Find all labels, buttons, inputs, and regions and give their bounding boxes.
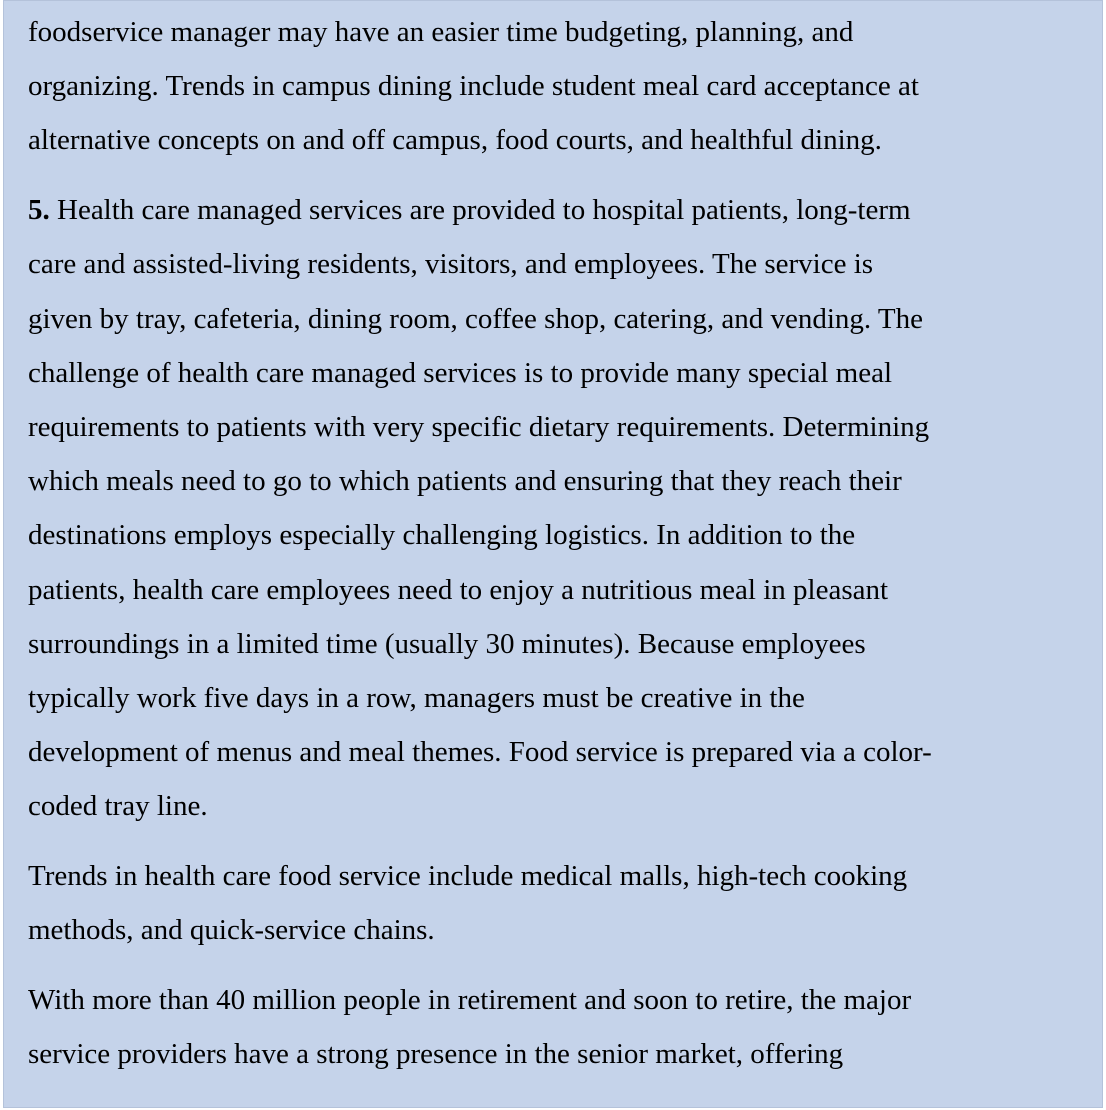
- text-line: care and assisted-living residents, visitors, and employees. The service is: [28, 248, 874, 281]
- text-line: alternative concepts on and off campus, food courts, and healthful dining.: [28, 124, 882, 157]
- text-line: With more than 40 million people in retirement and soon to retire, the major: [28, 983, 912, 1016]
- paragraph-campus-trends: [28, 5, 1058, 168]
- text-line: methods, and quick-service chains.: [28, 914, 435, 947]
- paragraph-health-care-services: [28, 183, 1058, 833]
- text-panel: [3, 0, 1103, 1108]
- text-line: service providers have a strong presence in the senior market, offering: [28, 1038, 844, 1071]
- text-line: given by tray, cafeteria, dining room, coffee shop, catering, and vending. The: [28, 302, 923, 335]
- paragraph-senior-market: [28, 973, 1058, 1081]
- text-line: which meals need to go to which patients and ensuring that they reach their: [28, 465, 902, 498]
- text-line: Health care managed services are provided to hospital patients, long-term: [49, 194, 911, 227]
- text-line: requirements to patients with very specific dietary requirements. Determining: [28, 410, 930, 443]
- text-line: Trends in health care food service include medical malls, high-tech cooking: [28, 860, 908, 893]
- text-line: development of menus and meal themes. Food service is prepared via a color-: [28, 736, 932, 769]
- text-line: foodservice manager may have an easier time budgeting, planning, and: [28, 16, 854, 48]
- text-line: challenge of health care managed services is to provide many special meal: [28, 356, 892, 389]
- paragraph-number: 5.: [28, 194, 50, 227]
- text-line: surroundings in a limited time (usually 30 minutes). Because employees: [28, 627, 866, 660]
- text-line: patients, health care employees need to enjoy a nutritious meal in pleasant: [28, 573, 889, 606]
- text-line: organizing. Trends in campus dining include student meal card acceptance at: [28, 70, 919, 103]
- text-block: [28, 5, 1058, 1097]
- text-line: destinations employs especially challenging logistics. In addition to the: [28, 519, 856, 552]
- text-line: coded tray line.: [28, 790, 208, 823]
- text-line: typically work five days in a row, managers must be creative in the: [28, 681, 805, 714]
- paragraph-health-care-trends: [28, 849, 1058, 957]
